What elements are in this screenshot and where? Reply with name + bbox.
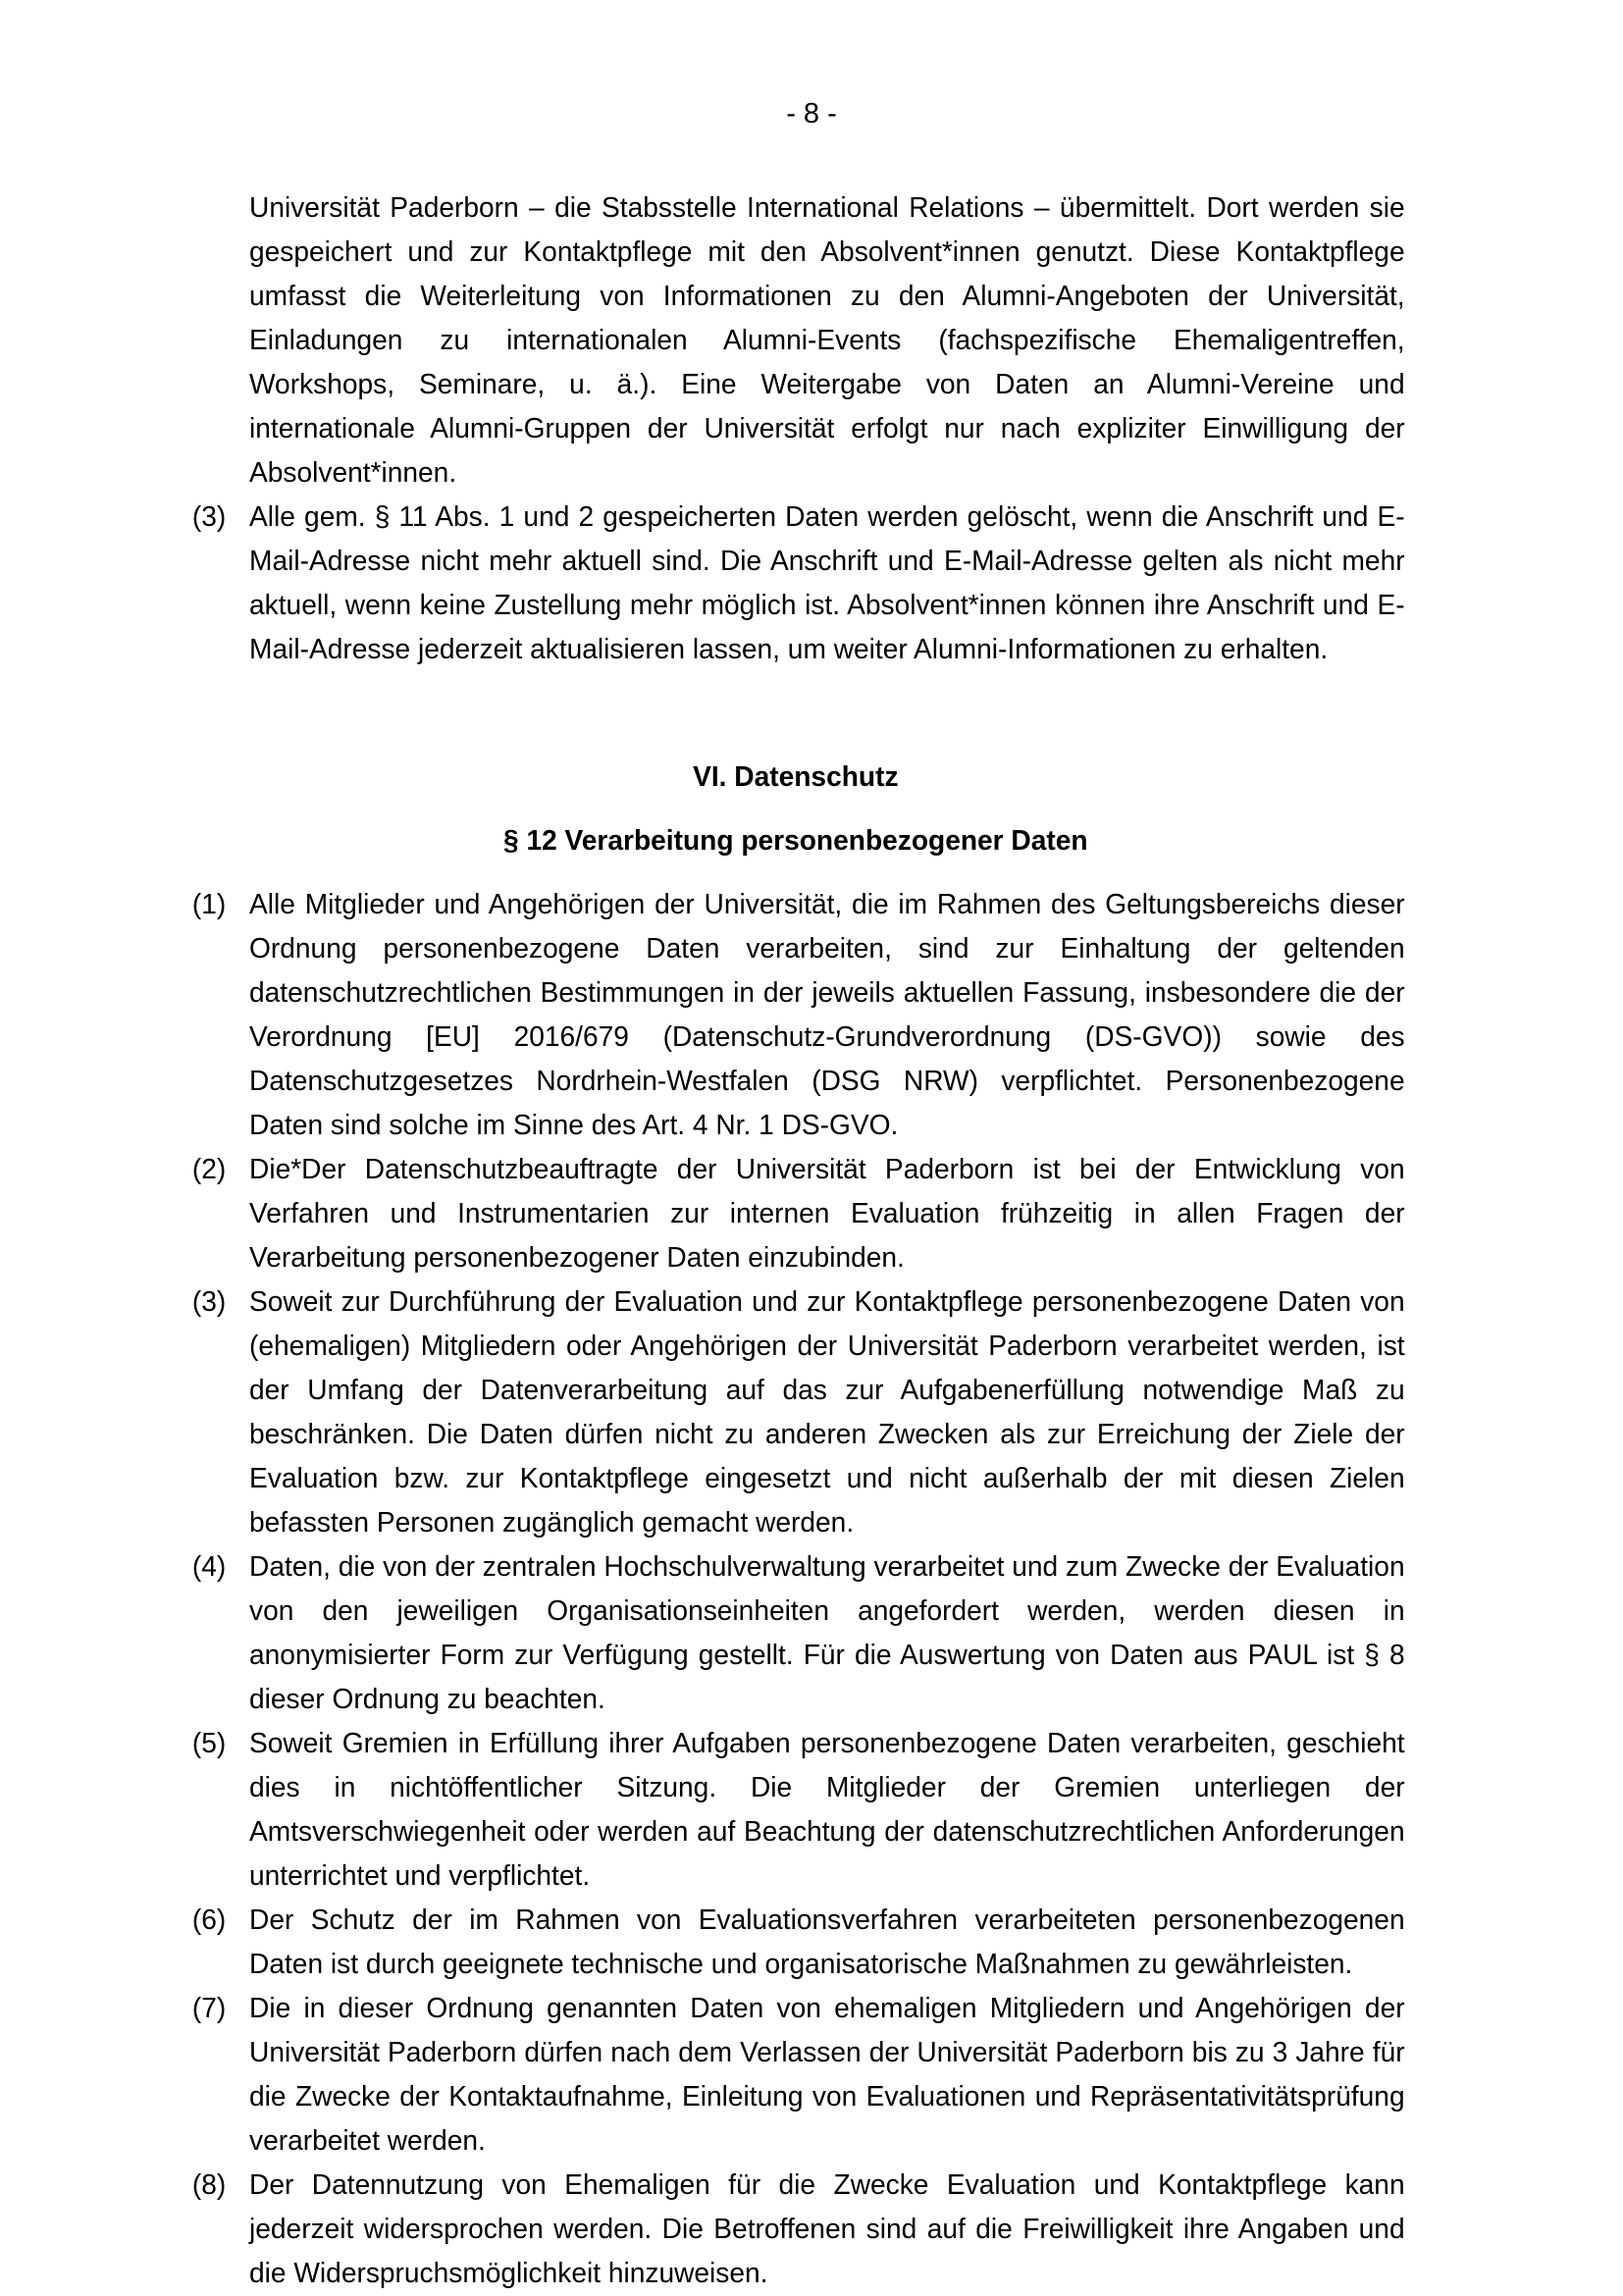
item-number: (4) <box>191 1551 227 1583</box>
list-item <box>186 1899 1405 1987</box>
paragraph-heading: § 12 Verarbeitung personenbezogener Daten <box>502 825 1088 857</box>
item-number: (2) <box>191 1154 227 1185</box>
list-item <box>186 2164 1405 2296</box>
item-text: Der Datennutzung von Ehemaligen für die Zwecke Evaluation und Kontaktpflege kann jederzeit widersprochen werden. Die Betroffenen sind auf die Freiwilligkeit ihre Angaben und die Widerspruchsmöglichkeit hinzuweisen. <box>249 2169 1405 2289</box>
list-item <box>186 1148 1405 1280</box>
item-number: (3) <box>191 1286 227 1318</box>
page-number: - 8 - <box>786 98 837 130</box>
item-number: (7) <box>191 1993 227 2024</box>
list-item <box>186 1280 1405 1545</box>
item-text: Alle Mitglieder und Angehörigen der Universität, die im Rahmen des Geltungsbereichs dieser Ordnung personenbezogene Daten verarbeiten, sind zur Einhaltung der geltenden datenschutzrechtlichen Bestimmungen in der jeweils aktuellen Fassung, insbesondere die der Verordnung [EU] 2016/679 (Datenschutz-Grundverordnung (DS-GVO)) sowie des Datenschutzgesetzes Nordrhein-Westfalen (DSG NRW) verpflichtet. Personenbezogene Daten sind solche im Sinne des Art. 4 Nr. 1 DS-GVO. <box>249 889 1405 1141</box>
item-text: Soweit Gremien in Erfüllung ihrer Aufgaben personenbezogene Daten verarbeiten, geschieht dies in nichtöffentlicher Sitzung. Die Mitglieder der Gremien unterliegen der Amtsverschwiegenheit oder werden auf Beachtung der datenschutzrechtlichen Anforderungen unterrichtet und verpflichtet. <box>249 1728 1405 1892</box>
list-item <box>186 1545 1405 1722</box>
list-item <box>186 1722 1405 1899</box>
item-text: Soweit zur Durchführung der Evaluation und zur Kontaktpflege personenbezogene Daten von (ehemaligen) Mitgliedern oder Angehörigen der Universität Paderborn verarbeitet werden, ist der Umfang der Datenverarbeitung auf das zur Aufgabenerfüllung notwendige Maß zu beschränken. Die Daten dürfen nicht zu anderen Zwecken als zur Erreichung der Ziele der Evaluation bzw. zur Kontaktpflege eingesetzt und nicht außerhalb der mit diesen Zielen befassten Personen zugänglich gemacht werden. <box>249 1286 1405 1539</box>
item-number: (5) <box>191 1728 227 1759</box>
item-number: (3) <box>191 501 227 533</box>
list-item-3-alumni <box>186 496 1405 672</box>
intro-paragraph: Universität Paderborn – die Stabsstelle International Relations – übermittelt. Dort werden sie gespeichert und zur Kontaktpflege mit den Absolvent*innen genutzt. Diese Kontaktpflege umfasst die Weiterleitung von Informationen zu den Alumni-Angeboten der Universität, Einladungen zu internationalen Alumni-Events (fachspezifische Ehemaligentreffen, Workshops, Seminare, u. ä.). Eine Weitergabe von Daten an Alumni-Vereine und internationale Alumni-Gruppen der Universität erfolgt nur nach expliziter Einwilligung der Absolvent*innen. <box>249 192 1405 489</box>
section-heading: VI. Datenschutz <box>693 761 899 793</box>
item-text: Alle gem. § 11 Abs. 1 und 2 gespeicherten Daten werden gelöscht, wenn die Anschrift und E-Mail-Adresse nicht mehr aktuell sind. Die Anschrift und E-Mail-Adresse gelten als nicht mehr aktuell, wenn keine Zustellung mehr möglich ist. Absolvent*innen können ihre Anschrift und E-Mail-Adresse jederzeit aktualisieren lassen, um weiter Alumni-Informationen zu erhalten. <box>249 501 1405 665</box>
list-item <box>186 883 1405 1148</box>
document-body <box>186 186 1405 2296</box>
item-number: (8) <box>191 2169 227 2201</box>
list-item <box>186 1987 1405 2164</box>
item-text: Daten, die von der zentralen Hochschulverwaltung verarbeitet und zum Zwecke der Evaluation von den jeweiligen Organisationseinheiten angefordert werden, werden diesen in anonymisierter Form zur Verfügung gestellt. Für die Auswertung von Daten aus PAUL ist § 8 dieser Ordnung zu beachten. <box>249 1551 1405 1715</box>
item-text: Der Schutz der im Rahmen von Evaluationsverfahren verarbeiteten personenbezogenen Daten ist durch geeignete technische und organisatorische Maßnahmen zu gewährleisten. <box>249 1905 1405 1980</box>
item-number: (6) <box>191 1905 227 1936</box>
item-text: Die*Der Datenschutzbeauftragte der Universität Paderborn ist bei der Entwicklung von Verfahren und Instrumentarien zur internen Evaluation frühzeitig in allen Fragen der Verarbeitung personenbezogener Daten einzubinden. <box>249 1154 1405 1274</box>
item-text: Die in dieser Ordnung genannten Daten von ehemaligen Mitgliedern und Angehörigen der Universität Paderborn dürfen nach dem Verlassen der Universität Paderborn bis zu 3 Jahre für die Zwecke der Kontaktaufnahme, Einleitung von Evaluationen und Repräsentativitätsprüfung verarbeitet werden. <box>249 1993 1405 2157</box>
item-number: (1) <box>191 889 227 920</box>
